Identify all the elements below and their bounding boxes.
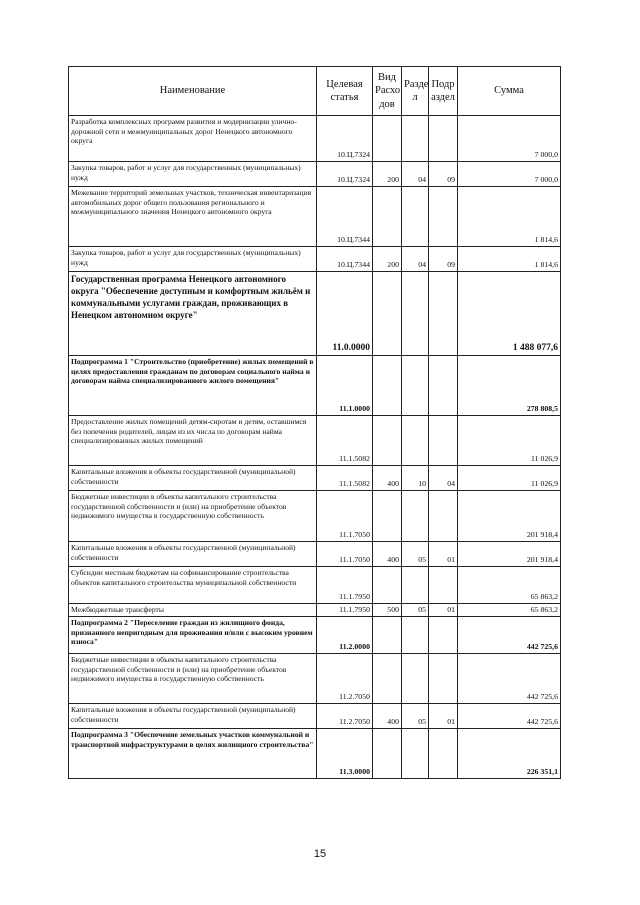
- row-subsection: 09: [429, 162, 458, 187]
- row-target-article: 11.1.5082: [317, 466, 373, 491]
- row-amount: 1 814,6: [458, 187, 561, 247]
- row-name: Подпрограмма 1 "Строительство (приобретение) жилых помещений в целях предоставления гражданам по договорам социального найма и договорам найма специализированного жилого помещения": [69, 356, 317, 416]
- row-section: [402, 729, 429, 779]
- row-name: Межевание территорий земельных участков, техническая инвентаризация автомобильных дорог общего пользования регионального и межмуниципального значения Ненецкого автономного округа: [69, 187, 317, 247]
- table-row: [69, 116, 561, 162]
- row-expense-type: 400: [373, 704, 402, 729]
- row-subsection: [429, 567, 458, 604]
- row-subsection: [429, 116, 458, 162]
- header-name: Наименование: [69, 67, 317, 116]
- row-expense-type: [373, 617, 402, 654]
- row-section: 05: [402, 542, 429, 567]
- budget-table: [68, 66, 561, 779]
- row-expense-type: [373, 416, 402, 466]
- row-expense-type: [373, 187, 402, 247]
- row-target-article: 11.1.5082: [317, 416, 373, 466]
- header-subsection: Подр аздел: [429, 67, 458, 116]
- row-target-article: 11.1.0000: [317, 356, 373, 416]
- row-amount: 65 863,2: [458, 567, 561, 604]
- row-target-article: 11.1.7050: [317, 542, 373, 567]
- row-expense-type: 200: [373, 247, 402, 272]
- table-row-subprogram: [69, 356, 561, 416]
- table-row: [69, 542, 561, 567]
- row-subsection: 04: [429, 466, 458, 491]
- row-amount: 201 918,4: [458, 491, 561, 542]
- table-header-row: [69, 67, 561, 116]
- header-target-article: Целевая статья: [317, 67, 373, 116]
- row-section: 05: [402, 604, 429, 617]
- row-expense-type: [373, 654, 402, 704]
- row-expense-type: [373, 116, 402, 162]
- row-target-article: 11.0.0000: [317, 272, 373, 356]
- row-amount: 1 488 077,6: [458, 272, 561, 356]
- row-subsection: [429, 187, 458, 247]
- row-section: 04: [402, 162, 429, 187]
- row-amount: 442 725,6: [458, 704, 561, 729]
- row-subsection: [429, 654, 458, 704]
- row-amount: 1 814,6: [458, 247, 561, 272]
- row-amount: 11 026,9: [458, 416, 561, 466]
- row-subsection: [429, 617, 458, 654]
- row-amount: 226 351,1: [458, 729, 561, 779]
- row-amount: 278 808,5: [458, 356, 561, 416]
- row-subsection: 01: [429, 704, 458, 729]
- row-amount: 201 918,4: [458, 542, 561, 567]
- row-amount: 11 026,9: [458, 466, 561, 491]
- header-expense-type: Вид Расхо дов: [373, 67, 402, 116]
- row-expense-type: [373, 356, 402, 416]
- row-expense-type: 400: [373, 542, 402, 567]
- table-row: [69, 567, 561, 604]
- row-expense-type: 200: [373, 162, 402, 187]
- row-subsection: [429, 356, 458, 416]
- row-target-article: 10.Ц.7324: [317, 116, 373, 162]
- row-amount: 442 725,6: [458, 654, 561, 704]
- header-amount: Сумма: [458, 67, 561, 116]
- row-expense-type: 500: [373, 604, 402, 617]
- row-name: Капитальные вложения в объекты государственной (муниципальной) собственности: [69, 704, 317, 729]
- header-section: Разде л: [402, 67, 429, 116]
- table-row: [69, 187, 561, 247]
- row-target-article: 10.Ц.7344: [317, 247, 373, 272]
- table-row-program: [69, 272, 561, 356]
- table-row: [69, 604, 561, 617]
- row-expense-type: [373, 729, 402, 779]
- table-row: [69, 416, 561, 466]
- row-section: [402, 356, 429, 416]
- row-subsection: [429, 272, 458, 356]
- row-section: 04: [402, 247, 429, 272]
- row-subsection: [429, 416, 458, 466]
- row-target-article: 11.1.7050: [317, 491, 373, 542]
- row-target-article: 11.2.0000: [317, 617, 373, 654]
- row-section: 05: [402, 704, 429, 729]
- row-name: Закупка товаров, работ и услуг для государственных (муниципальных) нужд: [69, 162, 317, 187]
- row-name: Предоставление жилых помещений детям-сиротам и детям, оставшимся без попечения родителей, лицам из их числа по договорам найма специализированных жилых помещений: [69, 416, 317, 466]
- row-expense-type: [373, 272, 402, 356]
- table-row: [69, 654, 561, 704]
- row-name: Капитальные вложения в объекты государственной (муниципальной) собственности: [69, 542, 317, 567]
- row-section: 10: [402, 466, 429, 491]
- table-row-subprogram: [69, 729, 561, 779]
- row-name: Бюджетные инвестиции в объекты капитального строительства государственной собственности и (или) на приобретение объектов недвижимого имущества в государственную собственность: [69, 654, 317, 704]
- row-amount: 7 000,0: [458, 162, 561, 187]
- table-row-subprogram: [69, 617, 561, 654]
- table-row: [69, 704, 561, 729]
- row-expense-type: [373, 567, 402, 604]
- row-name: Закупка товаров, работ и услуг для государственных (муниципальных) нужд: [69, 247, 317, 272]
- page-number: 15: [313, 848, 327, 860]
- row-name: Государственная программа Ненецкого автономного округа "Обеспечение доступным и комфортным жильём и коммунальными услугами граждан, проживающих в Ненецком автономном округе": [69, 272, 317, 356]
- row-name: Бюджетные инвестиции в объекты капитального строительства государственной собственности и (или) на приобретение объектов недвижимого имущества в государственную собственность: [69, 491, 317, 542]
- row-target-article: 11.2.7050: [317, 654, 373, 704]
- table-row: [69, 247, 561, 272]
- row-section: [402, 617, 429, 654]
- row-name: Подпрограмма 3 "Обеспечение земельных участков коммунальной и транспортной инфраструктурами в целях жилищного строительства": [69, 729, 317, 779]
- row-subsection: 01: [429, 542, 458, 567]
- row-name: Подпрограмма 2 "Переселение граждан из жилищного фонда, признанного непригодным для проживания и/или с высоким уровнем износа": [69, 617, 317, 654]
- table-row: [69, 162, 561, 187]
- row-expense-type: [373, 491, 402, 542]
- row-amount: 65 863,2: [458, 604, 561, 617]
- row-name: Субсидии местным бюджетам на софинансирование строительства объектов капитального строительства муниципальной собственности: [69, 567, 317, 604]
- row-target-article: 11.1.7950: [317, 567, 373, 604]
- row-subsection: [429, 491, 458, 542]
- row-section: [402, 116, 429, 162]
- row-target-article: 10.Ц.7344: [317, 187, 373, 247]
- row-expense-type: 400: [373, 466, 402, 491]
- row-amount: 442 725,6: [458, 617, 561, 654]
- table-row: [69, 466, 561, 491]
- row-name: Межбюджетные трансферты: [69, 604, 317, 617]
- row-section: [402, 567, 429, 604]
- row-section: [402, 491, 429, 542]
- row-subsection: [429, 729, 458, 779]
- row-name: Капитальные вложения в объекты государственной (муниципальной) собственности: [69, 466, 317, 491]
- row-name: Разработка комплексных программ развития и модернизации улично-дорожной сети и межмуниципальных дорог Ненецкого автономного округа: [69, 116, 317, 162]
- row-target-article: 11.2.7050: [317, 704, 373, 729]
- row-section: [402, 654, 429, 704]
- row-subsection: 09: [429, 247, 458, 272]
- row-section: [402, 416, 429, 466]
- row-section: [402, 187, 429, 247]
- row-target-article: 10.Ц.7324: [317, 162, 373, 187]
- row-target-article: 11.3.0000: [317, 729, 373, 779]
- row-target-article: 11.1.7950: [317, 604, 373, 617]
- row-amount: 7 000,0: [458, 116, 561, 162]
- row-subsection: 01: [429, 604, 458, 617]
- row-section: [402, 272, 429, 356]
- table-row: [69, 491, 561, 542]
